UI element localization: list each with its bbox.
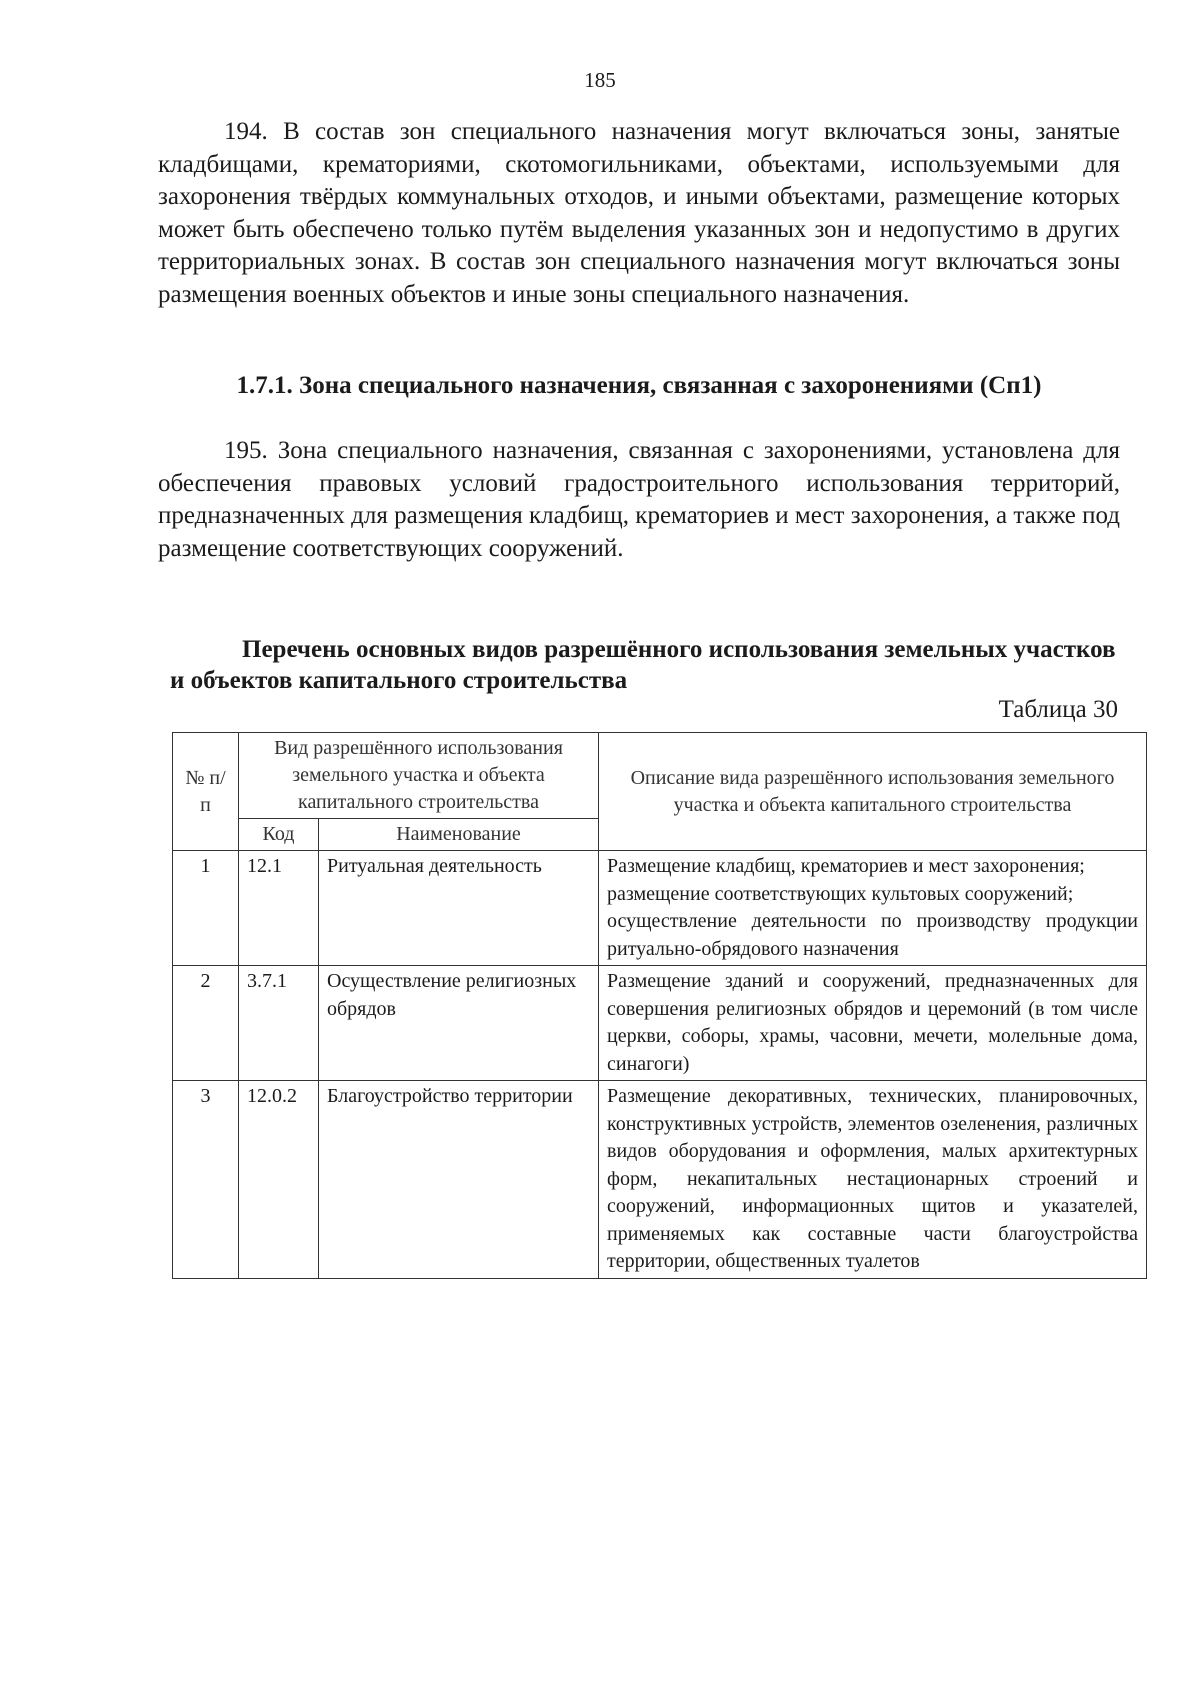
row-num: 1 — [173, 851, 239, 966]
desc-line: осуществление деятельности по производству продукции ритуально-обрядового назначения — [607, 910, 1138, 960]
row-name: Благоустройство территории — [319, 1081, 599, 1279]
permitted-use-table — [172, 732, 1147, 1279]
page-number: 185 — [584, 68, 616, 92]
row-num: 3 — [173, 1081, 239, 1279]
table-row — [173, 851, 1147, 966]
header-desc: Описание вида разрешённого использования земельного участка и объекта капитального строительства — [599, 733, 1147, 851]
row-code: 12.1 — [239, 851, 319, 966]
desc-line: размещение соответствующих культовых сооружений; — [607, 882, 1074, 905]
table-row — [173, 966, 1147, 1081]
row-desc — [599, 1081, 1147, 1279]
header-type: Вид разрешённого использования земельного участка и объекта капитального строительства — [239, 733, 599, 819]
row-code: 12.0.2 — [239, 1081, 319, 1279]
table-label: Таблица 30 — [998, 696, 1118, 723]
desc-line: Размещение кладбищ, крематориев и мест захоронения; — [607, 855, 1085, 877]
paragraph-194: 194. В состав зон специального назначения могут включаться зоны, занятые кладбищами, крематориями, скотомогильниками, объектами, используемыми для захоронения твёрдых коммунальных отходов, и иными объектами, размещение которых может быть обеспечено только путём выделения указанных зон и недопустимо в других территориальных зонах. В состав зон специального назначения могут включаться зоны размещения военных объектов и иные зоны специального назначения. — [158, 118, 1120, 308]
desc-line: Размещение зданий и сооружений, предназначенных для совершения религиозных обрядов и церемоний (в том числе церкви, соборы, храмы, часовни, мечети, молельные дома, синагоги) — [607, 970, 1138, 1075]
row-name: Осуществление религиозных обрядов — [319, 966, 599, 1081]
row-name: Ритуальная деятельность — [319, 851, 599, 966]
row-num: 2 — [173, 966, 239, 1081]
table-title: Перечень основных видов разрешённого использования земельных участков и объектов капитального строительства — [170, 636, 1116, 694]
desc-line: Размещение декоративных, технических, планировочных, конструктивных устройств, элементов озеленения, различных видов оборудования и оформления, малых архитектурных форм, некапитальных нестационарных строений и сооружений, информационных щитов и указателей, применяемых как составные части благоустройства территории, общественных туалетов — [607, 1085, 1138, 1272]
row-desc — [599, 851, 1147, 966]
header-num: № п/п — [173, 733, 239, 851]
row-code: 3.7.1 — [239, 966, 319, 1081]
header-code: Код — [239, 819, 319, 851]
table-row — [173, 1081, 1147, 1279]
header-name: Наименование — [319, 819, 599, 851]
row-desc — [599, 966, 1147, 1081]
section-title: 1.7.1. Зона специального назначения, связанная с захоронениями (Сп1) — [236, 372, 1042, 399]
paragraph-195: 195. Зона специального назначения, связанная с захоронениями, установлена для обеспечения правовых условий градостроительного использования территорий, предназначенных для размещения кладбищ, крематориев и мест захоронения, а также под размещение соответствующих сооружений. — [158, 437, 1120, 562]
